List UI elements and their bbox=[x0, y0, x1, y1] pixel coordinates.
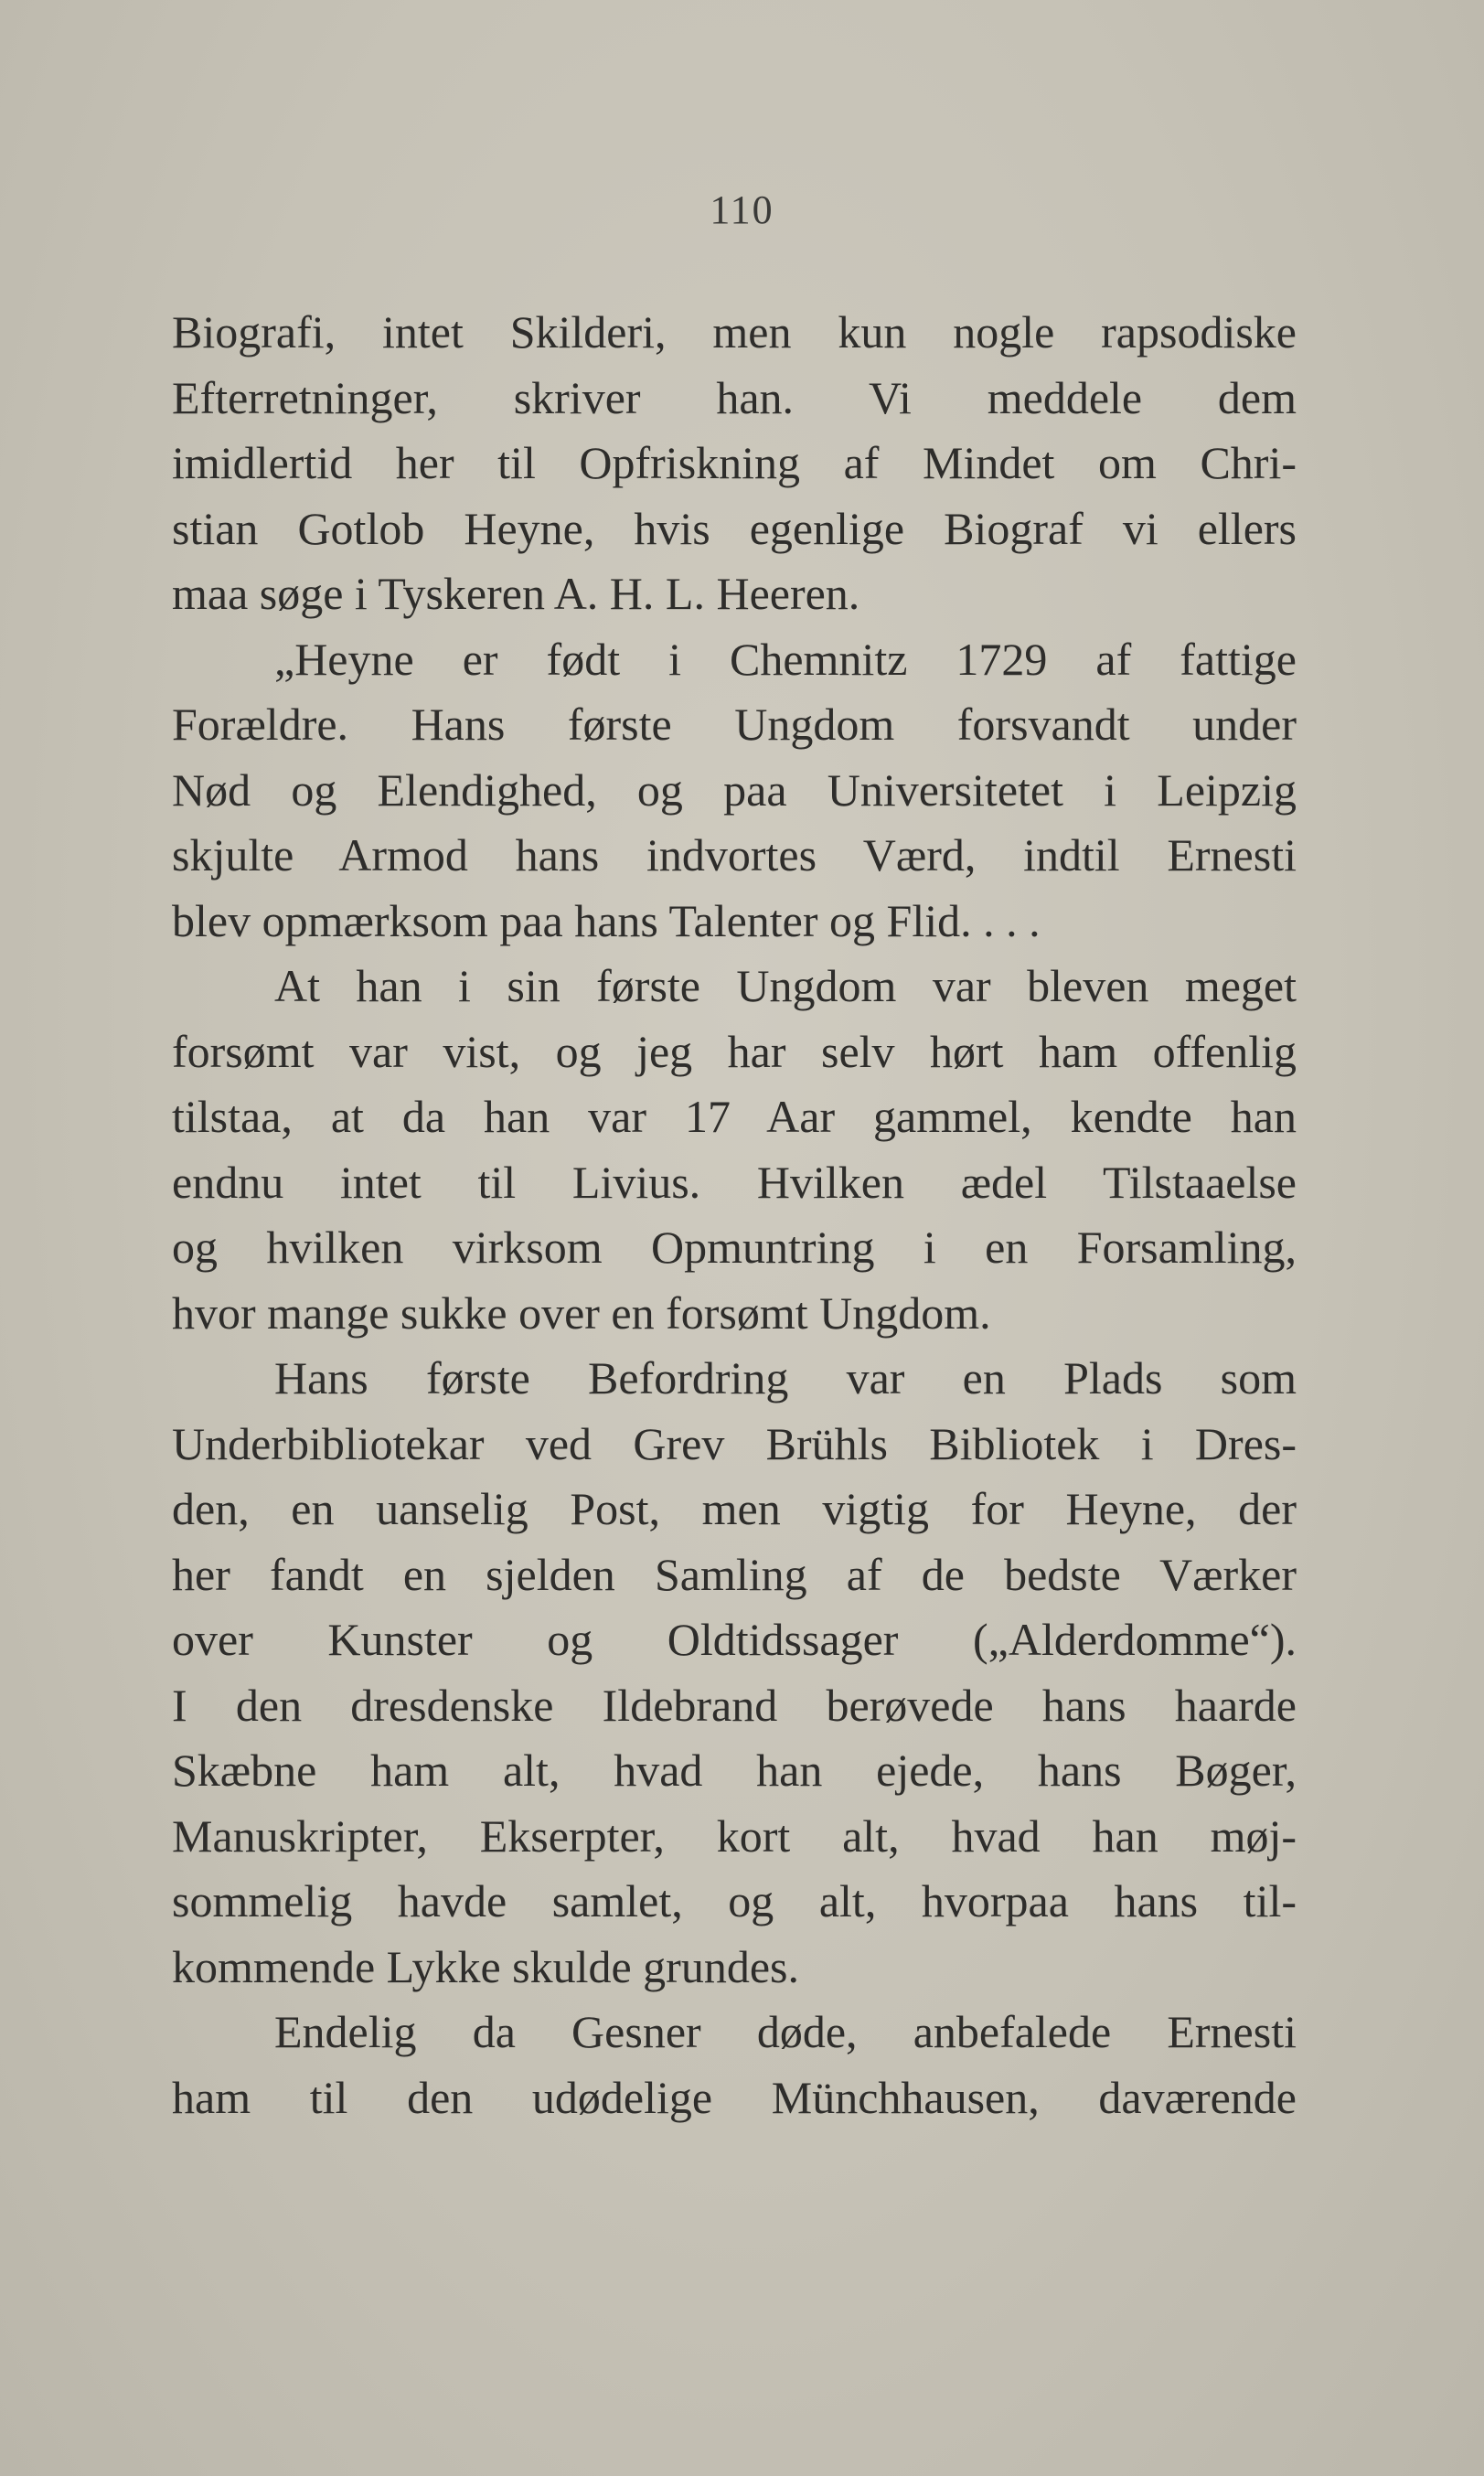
text-line: imidlertid her til Opfriskning af Mindet om Chri- bbox=[172, 437, 1297, 488]
text-line: I den dresdenske Ildebrand berøvede hans haarde bbox=[172, 1679, 1297, 1731]
text-line: Hans første Befordring var en Plads som bbox=[274, 1352, 1297, 1403]
text-line: stian Gotlob Heyne, hvis egenlige Biograf vi ellers bbox=[172, 502, 1297, 554]
text-line: Underbibliotekar ved Grev Brühls Bibliotek i Dres- bbox=[172, 1417, 1297, 1469]
text-line: Nød og Elendighed, og paa Universitetet i Leipzig bbox=[172, 763, 1297, 816]
text-line: den, en uanselig Post, men vigtig for Heyne, der bbox=[172, 1483, 1297, 1534]
text-line: Biografi, intet Skilderi, men kun nogle rapsodiske bbox=[172, 306, 1297, 358]
text-line: tilstaa, at da han var 17 Aar gammel, kendte han bbox=[172, 1091, 1297, 1142]
text-line: At han i sin første Ungdom var bleven meget bbox=[274, 960, 1297, 1011]
text-line: forsømt var vist, og jeg har selv hørt ham offenlig bbox=[172, 1025, 1297, 1077]
text-line: og hvilken virksom Opmuntring i en Forsamling, bbox=[172, 1222, 1297, 1273]
text-line: Manuskripter, Ekserpter, kort alt, hvad han møj- bbox=[172, 1809, 1297, 1862]
text-line: endnu intet til Livius. Hvilken ædel Tilstaaelse bbox=[172, 1156, 1297, 1208]
text-line: ham til den udødelige Münchhausen, daværende bbox=[172, 2071, 1297, 2123]
text-line: hvor mange sukke over en forsømt Ungdom. bbox=[172, 1286, 991, 1339]
text-line: Forældre. Hans første Ungdom forsvandt under bbox=[172, 699, 1297, 750]
text-line: over Kunster og Oldtidssager („Alderdomme“). bbox=[172, 1614, 1297, 1665]
text-line: Skæbne ham alt, hvad han ejede, hans Bøger, bbox=[172, 1745, 1297, 1796]
text-line: maa søge i Tyskeren A. H. L. Heeren. bbox=[172, 568, 860, 619]
body-text bbox=[172, 300, 1297, 2130]
text-line: blev opmærksom paa hans Talenter og Flid. . . . bbox=[172, 894, 1041, 946]
text-line: „Heyne er født i Chemnitz 1729 af fattige bbox=[274, 633, 1297, 685]
text-line: her fandt en sjelden Samling af de bedste Værker bbox=[172, 1548, 1297, 1600]
text-line: sommelig havde samlet, og alt, hvorpaa hans til- bbox=[172, 1875, 1297, 1926]
text-line: Endelig da Gesner døde, anbefalede Ernesti bbox=[274, 2006, 1297, 2057]
page-number: 110 bbox=[710, 187, 774, 232]
text-line: Efterretninger, skriver han. Vi meddele dem bbox=[172, 371, 1297, 423]
text-line: kommende Lykke skulde grundes. bbox=[172, 1940, 799, 1992]
text-line: skjulte Armod hans indvortes Værd, indtil Ernesti bbox=[172, 829, 1297, 880]
